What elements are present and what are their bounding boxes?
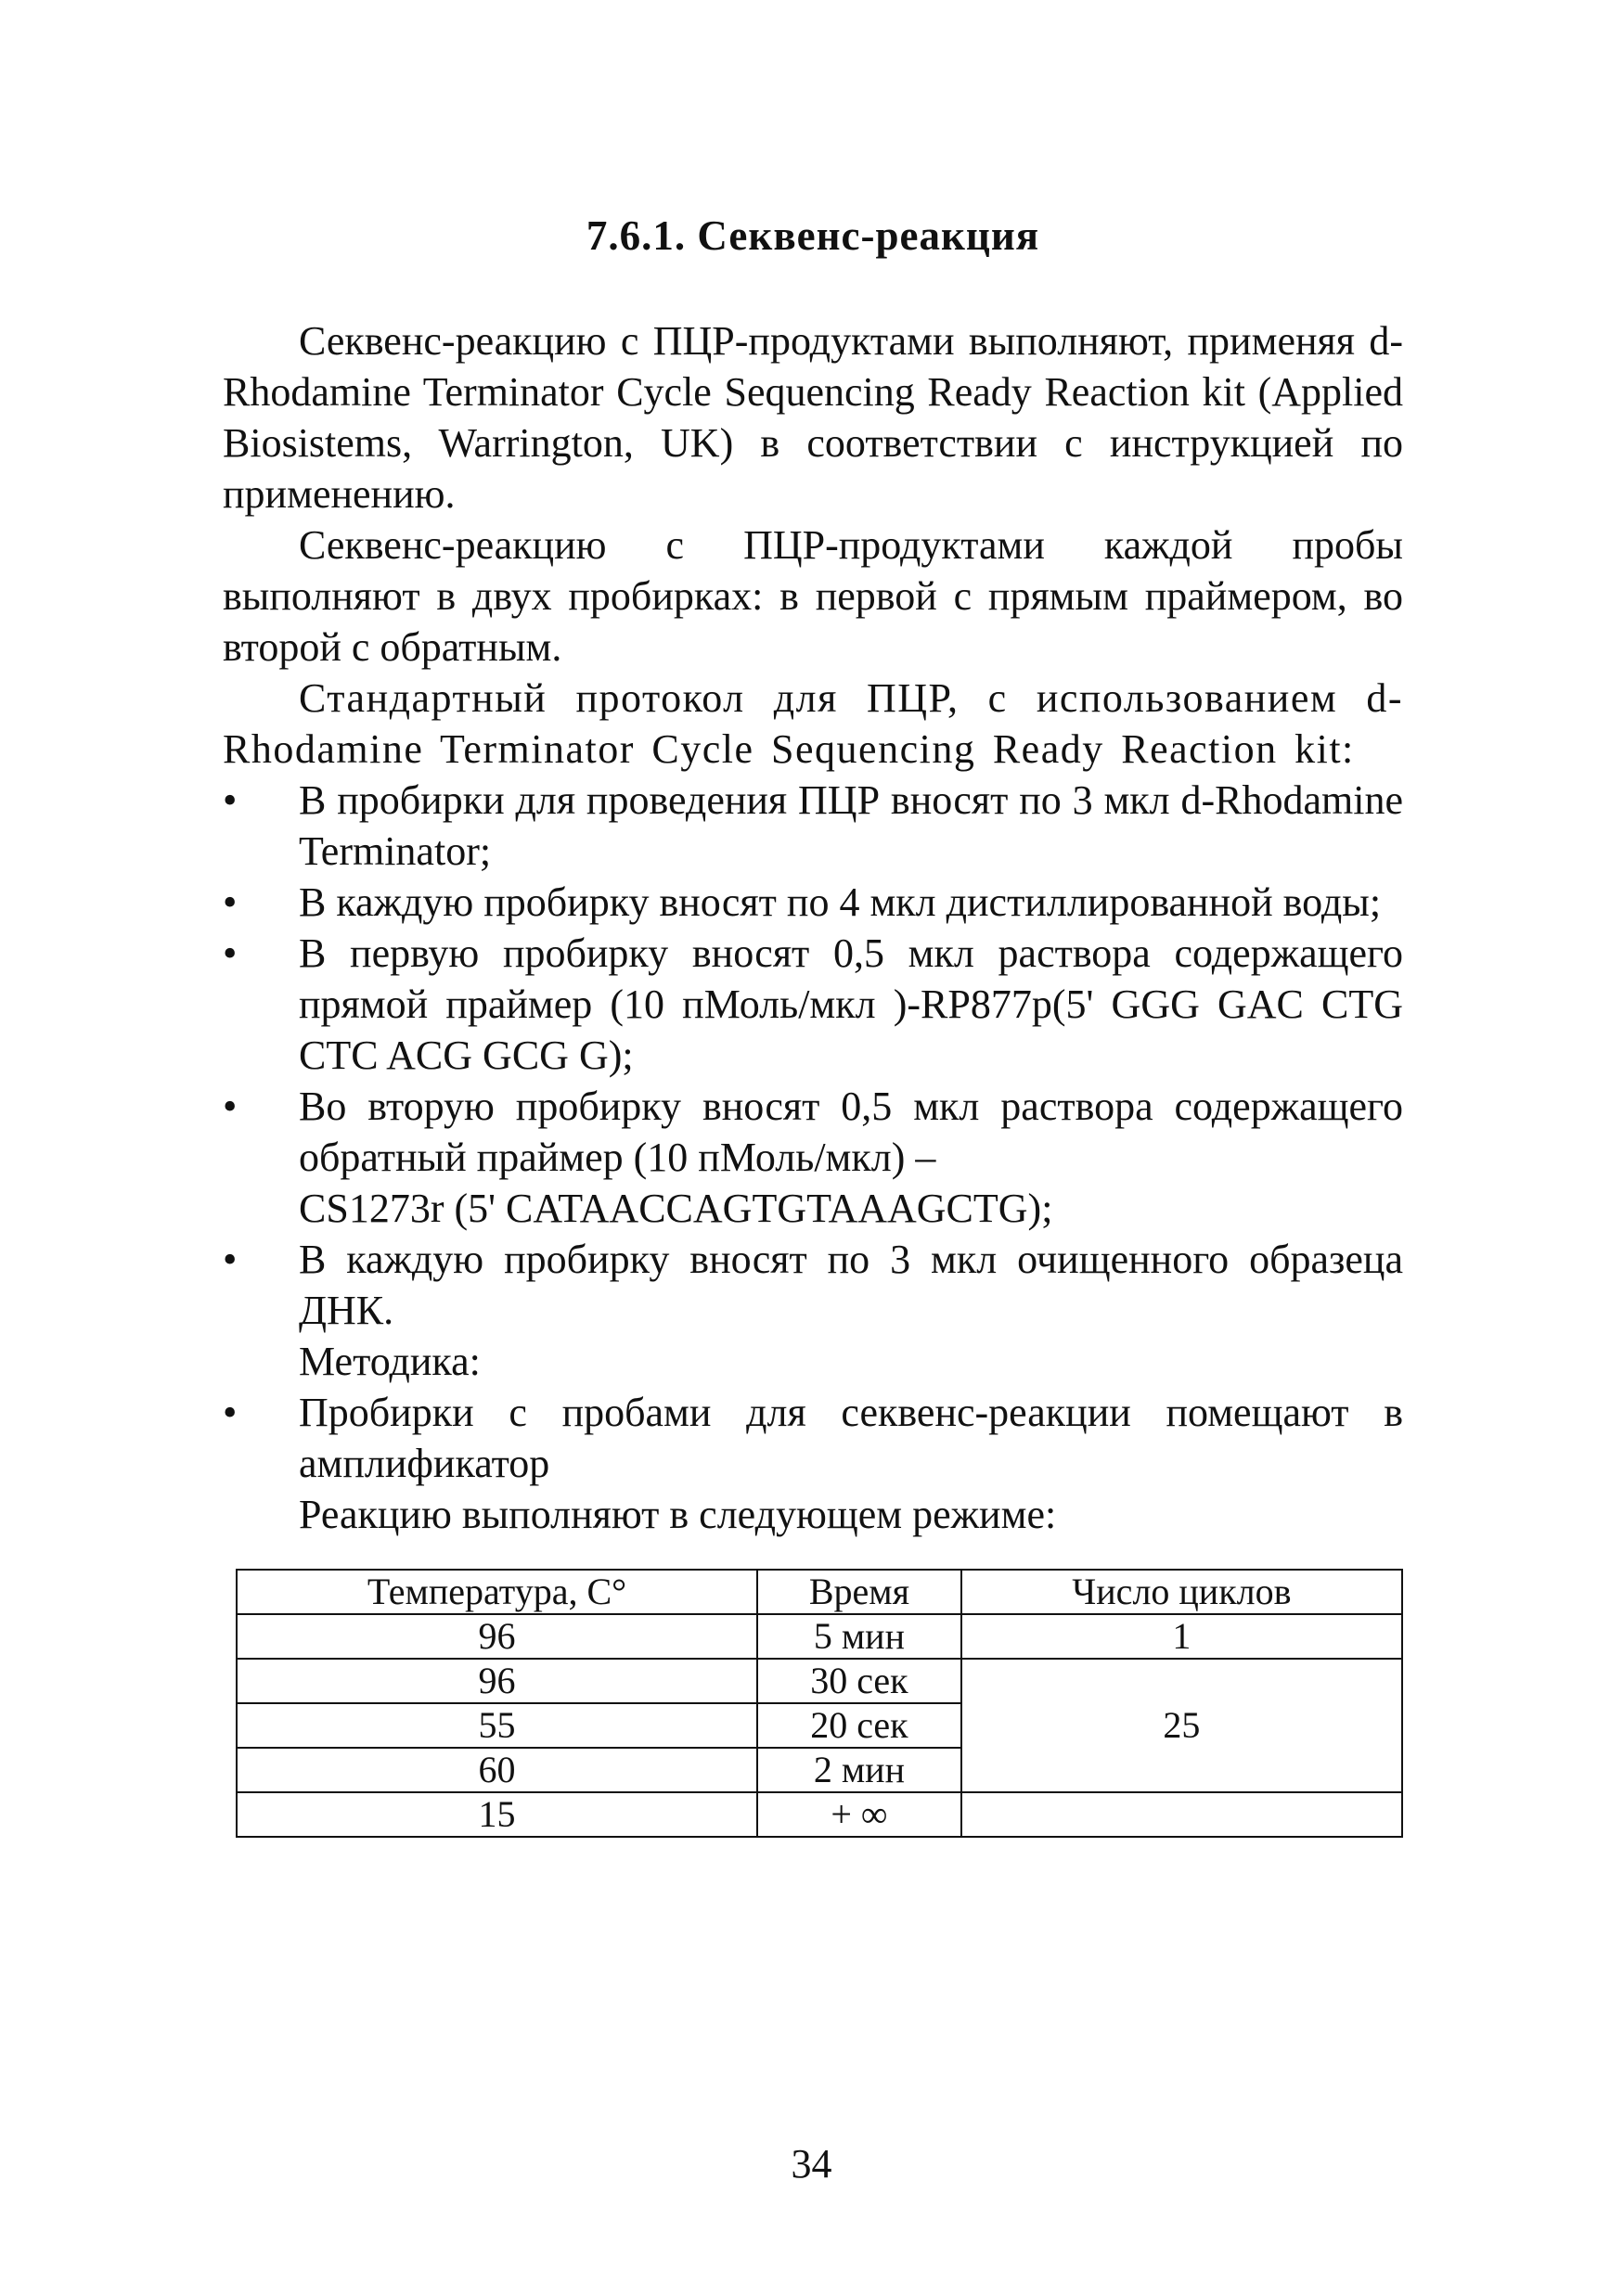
cell-time: 5 мин	[757, 1614, 961, 1659]
table-row	[237, 1792, 1402, 1837]
paragraph-protocol: Стандартный протокол для ПЦР, с использованием d-Rhodamine Terminator Cycle Sequencing Ready Reaction kit:	[223, 675, 1403, 772]
method-label: Методика:	[299, 1339, 481, 1384]
column-header-cycles: Число циклов	[961, 1570, 1402, 1614]
cell-cycles: 1	[961, 1614, 1402, 1659]
protocol-list	[223, 775, 1403, 1336]
list-item-text: В каждую пробирку вносят по 4 мкл дистиллированной воды;	[299, 879, 1382, 925]
cell-cycles	[961, 1792, 1402, 1837]
list-item	[223, 1387, 1403, 1489]
table-header-row	[237, 1570, 1402, 1614]
list-item-text: В первую пробирку вносят 0,5 мкл раствора содержащего прямой праймер (10 пМоль/мкл )-RP877p(5' GGG GAC CTG CTC ACG GCG G);	[299, 930, 1403, 1078]
cell-time: + ∞	[757, 1792, 961, 1837]
list-item	[223, 928, 1403, 1081]
page-number: 34	[791, 2141, 832, 2187]
cell-temperature: 15	[237, 1792, 757, 1837]
list-item	[223, 1234, 1403, 1336]
section-body	[223, 315, 1403, 1540]
column-header-temperature: Температура, С°	[237, 1570, 757, 1614]
bullet-marker: •	[223, 879, 238, 925]
cell-temperature: 96	[237, 1614, 757, 1659]
cell-time: 30 сек	[757, 1659, 961, 1703]
list-item-text: В пробирки для проведения ПЦР вносят по 3 мкл d-Rhodamine Terminator;	[299, 777, 1403, 874]
bullet-marker: •	[223, 1390, 238, 1435]
bullet-marker: •	[223, 1084, 238, 1129]
list-item-text-continued: CS1273r (5' CATAACCAGTGTAAAGCTG);	[299, 1186, 1053, 1231]
cell-cycles: 25	[961, 1659, 1402, 1792]
list-item-text: В каждую пробирку вносят по 3 мкл очищенного образеца ДНК.	[299, 1237, 1403, 1333]
cell-time: 20 сек	[757, 1703, 961, 1748]
section-heading: 7.6.1. Секвенс-реакция	[586, 212, 1040, 259]
method-list	[223, 1387, 1403, 1489]
cell-time: 2 мин	[757, 1748, 961, 1792]
cell-temperature: 55	[237, 1703, 757, 1748]
list-item	[223, 1081, 1403, 1234]
list-item-text: Пробирки с пробами для секвенс-реакции помещают в амплификатор	[299, 1390, 1403, 1486]
table-row	[237, 1614, 1402, 1659]
list-item	[223, 775, 1403, 877]
column-header-time: Время	[757, 1570, 961, 1614]
list-item-text: Во вторую пробирку вносят 0,5 мкл раствора содержащего обратный праймер (10 пМоль/мкл) –	[299, 1084, 1403, 1180]
bullet-marker: •	[223, 930, 238, 976]
pcr-mode-table	[236, 1569, 1403, 1838]
list-item	[223, 877, 1403, 928]
table-row	[237, 1659, 1402, 1703]
mode-line: Реакцию выполняют в следующем режиме:	[299, 1492, 1057, 1537]
bullet-marker: •	[223, 777, 238, 823]
paragraph-intro: Секвенс-реакцию с ПЦР-продуктами выполняют, применяя d-Rhodamine Terminator Cycle Sequencing Ready Reaction kit (Applied Biosistems, Warrington, UK) в соответствии с инструкцией по применению.	[223, 318, 1403, 517]
paragraph-tubes: Секвенс-реакцию с ПЦР-продуктами каждой пробы выполняют в двух пробирках: в первой с прямым праймером, во второй с обратным.	[223, 522, 1403, 670]
bullet-marker: •	[223, 1237, 238, 1282]
cell-temperature: 60	[237, 1748, 757, 1792]
cell-temperature: 96	[237, 1659, 757, 1703]
